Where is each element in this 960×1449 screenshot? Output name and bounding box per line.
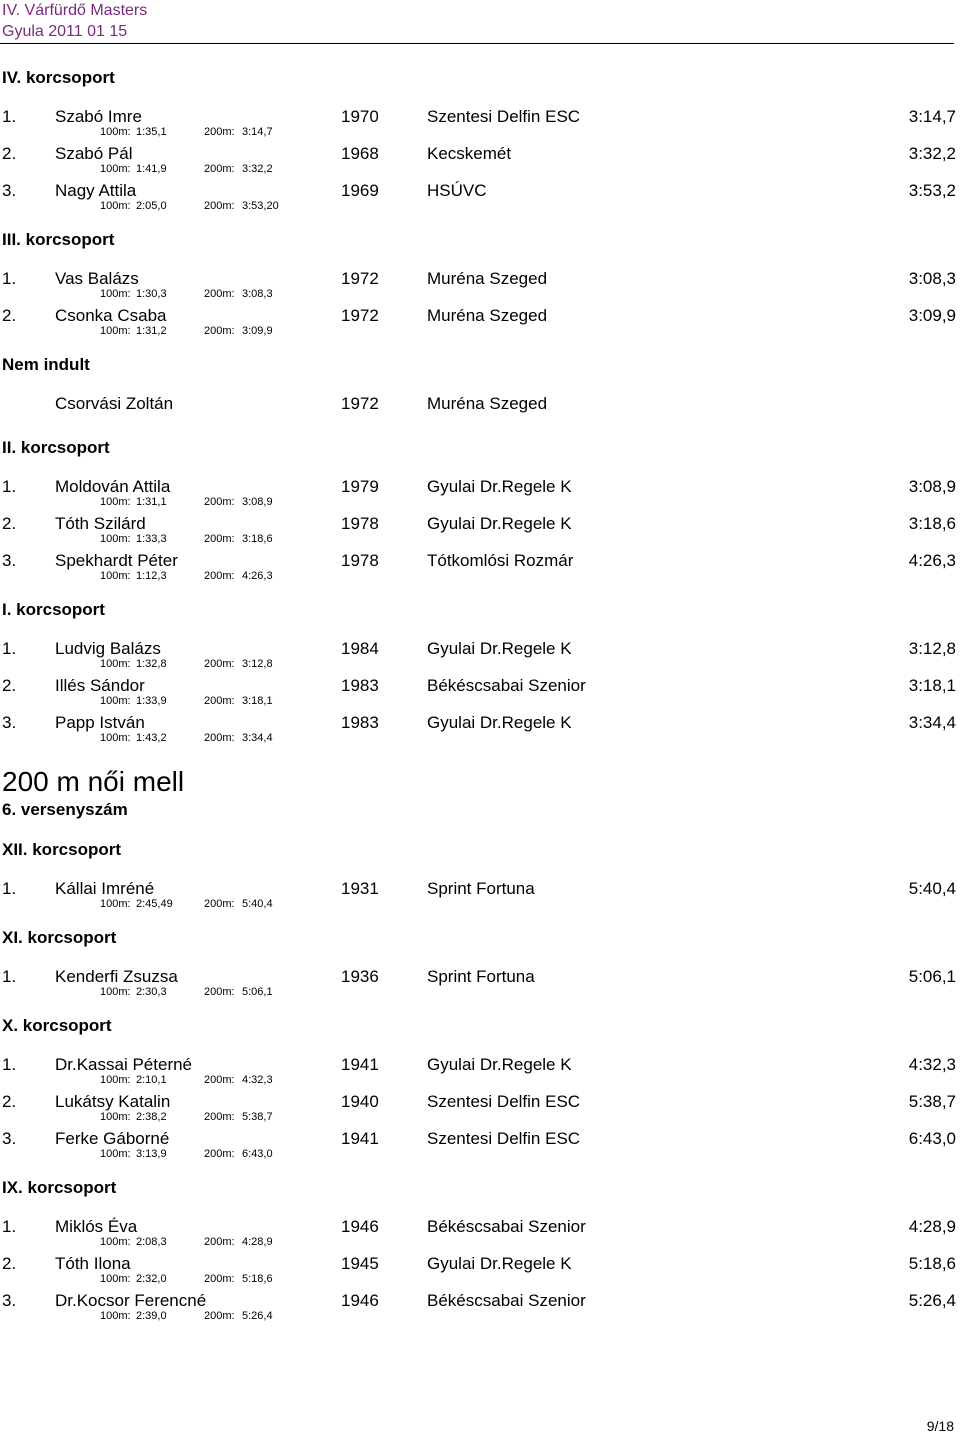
club-name: Békéscsabai Szenior xyxy=(427,676,586,695)
club-name: Békéscsabai Szenior xyxy=(427,1291,586,1310)
age-group xyxy=(0,1176,960,1338)
result-main-line xyxy=(0,878,960,899)
group-spacer xyxy=(0,1003,960,1014)
result-place: 2. xyxy=(2,1092,17,1111)
split-label-100: 100m: xyxy=(100,496,131,508)
result-place: 1. xyxy=(2,107,17,126)
result-place: 2. xyxy=(2,514,17,533)
split-label-200: 200m: xyxy=(204,1310,235,1322)
age-group xyxy=(0,66,960,228)
split-200m: 3:32,2 xyxy=(242,163,273,175)
final-time: 3:08,3 xyxy=(908,269,956,288)
result-main-line xyxy=(0,966,960,987)
result-place: 1. xyxy=(2,967,17,986)
split-times xyxy=(100,1272,273,1286)
split-label-200: 200m: xyxy=(204,986,235,998)
split-label-100: 100m: xyxy=(100,126,131,138)
split-100m: 2:05,0 xyxy=(136,200,167,212)
club-name: Sprint Fortuna xyxy=(427,879,535,898)
swimmer-name: Dr.Kocsor Ferencné xyxy=(55,1291,207,1310)
swimmer-name: Vas Balázs xyxy=(55,269,139,288)
split-label-100: 100m: xyxy=(100,695,131,707)
age-group xyxy=(0,926,960,1014)
birth-year: 1931 xyxy=(341,879,379,898)
result-main-line xyxy=(0,305,960,326)
split-label-100: 100m: xyxy=(100,732,131,744)
swimmer-name: Papp István xyxy=(55,713,145,732)
result-place: 1. xyxy=(2,269,17,288)
swimmer-name: Szabó Pál xyxy=(55,144,133,163)
final-time: 4:26,3 xyxy=(908,551,956,570)
split-label-200: 200m: xyxy=(204,325,235,337)
split-200m: 3:12,8 xyxy=(242,658,273,670)
age-group xyxy=(0,838,960,926)
final-time: 3:12,8 xyxy=(908,639,956,658)
final-time: 3:18,1 xyxy=(908,676,956,695)
birth-year: 1946 xyxy=(341,1291,379,1310)
final-time: 5:40,4 xyxy=(908,879,956,898)
birth-year: 1983 xyxy=(341,713,379,732)
result-row xyxy=(0,393,960,425)
swimmer-name: Lukátsy Katalin xyxy=(55,1092,171,1111)
result-place: 1. xyxy=(2,879,17,898)
split-label-100: 100m: xyxy=(100,986,131,998)
split-200m: 3:08,3 xyxy=(242,288,273,300)
group-title: II. korcsoport xyxy=(2,438,110,457)
split-label-100: 100m: xyxy=(100,325,131,337)
club-name: Szentesi Delfin ESC xyxy=(427,1129,581,1148)
final-time: 3:53,2 xyxy=(908,181,956,200)
result-place: 1. xyxy=(2,1217,17,1236)
swimmer-name: Miklós Éva xyxy=(55,1217,138,1236)
result-place: 2. xyxy=(2,306,17,325)
split-100m: 2:10,1 xyxy=(136,1074,167,1086)
final-time: 3:34,4 xyxy=(908,713,956,732)
split-label-200: 200m: xyxy=(204,898,235,910)
split-times xyxy=(100,1235,273,1249)
split-times xyxy=(100,569,273,583)
group-title: XI. korcsoport xyxy=(2,928,117,947)
split-times xyxy=(100,985,273,999)
result-place: 3. xyxy=(2,181,17,200)
split-100m: 1:35,1 xyxy=(136,126,167,138)
split-times xyxy=(100,1309,273,1323)
header-title: IV. Várfürdő Masters xyxy=(2,2,148,19)
club-name: Tótkomlósi Rozmár xyxy=(427,551,574,570)
result-place: 1. xyxy=(2,1055,17,1074)
split-200m: 5:26,4 xyxy=(242,1310,273,1322)
swimmer-name: Tóth Ilona xyxy=(55,1254,131,1273)
final-time: 4:32,3 xyxy=(908,1055,956,1074)
result-main-line xyxy=(0,513,960,534)
split-200m: 5:40,4 xyxy=(242,898,273,910)
split-100m: 2:32,0 xyxy=(136,1273,167,1285)
split-100m: 1:33,9 xyxy=(136,695,167,707)
split-label-100: 100m: xyxy=(100,163,131,175)
birth-year: 1946 xyxy=(341,1217,379,1236)
birth-year: 1978 xyxy=(341,551,379,570)
split-100m: 1:31,2 xyxy=(136,325,167,337)
split-label-100: 100m: xyxy=(100,570,131,582)
split-100m: 2:30,3 xyxy=(136,986,167,998)
split-200m: 3:14,7 xyxy=(242,126,273,138)
split-200m: 3:18,6 xyxy=(242,533,273,545)
split-label-100: 100m: xyxy=(100,898,131,910)
group-spacer xyxy=(0,1165,960,1176)
result-main-line xyxy=(0,638,960,659)
birth-year: 1972 xyxy=(341,269,379,288)
result-row xyxy=(0,476,960,513)
split-label-100: 100m: xyxy=(100,1310,131,1322)
split-100m: 2:38,2 xyxy=(136,1111,167,1123)
split-label-200: 200m: xyxy=(204,1236,235,1248)
split-times xyxy=(100,287,273,301)
result-place: 3. xyxy=(2,551,17,570)
split-100m: 1:31,1 xyxy=(136,496,167,508)
group-title: X. korcsoport xyxy=(2,1016,112,1035)
page-header xyxy=(0,0,960,42)
result-main-line xyxy=(0,1091,960,1112)
club-name: Muréna Szeged xyxy=(427,306,548,325)
result-row xyxy=(0,305,960,342)
split-200m: 3:08,9 xyxy=(242,496,273,508)
birth-year: 1945 xyxy=(341,1254,379,1273)
swimmer-name: Csonka Csaba xyxy=(55,306,167,325)
club-name: Gyulai Dr.Regele K xyxy=(427,639,572,658)
split-label-100: 100m: xyxy=(100,1273,131,1285)
group-spacer xyxy=(0,217,960,228)
split-label-200: 200m: xyxy=(204,570,235,582)
result-place: 2. xyxy=(2,1254,17,1273)
birth-year: 1968 xyxy=(341,144,379,163)
club-name: HSÚVC xyxy=(427,181,487,200)
result-row xyxy=(0,1253,960,1290)
final-time: 4:28,9 xyxy=(908,1217,956,1236)
split-200m: 3:53,20 xyxy=(242,200,279,212)
result-row xyxy=(0,1091,960,1128)
birth-year: 1936 xyxy=(341,967,379,986)
split-label-200: 200m: xyxy=(204,658,235,670)
split-label-200: 200m: xyxy=(204,1148,235,1160)
result-place: 1. xyxy=(2,639,17,658)
split-200m: 3:09,9 xyxy=(242,325,273,337)
final-time: 3:08,9 xyxy=(908,477,956,496)
birth-year: 1969 xyxy=(341,181,379,200)
final-time: 3:32,2 xyxy=(908,144,956,163)
swimmer-name: Dr.Kassai Péterné xyxy=(55,1055,193,1074)
result-row xyxy=(0,1054,960,1091)
results-content xyxy=(0,66,960,1338)
final-time: 3:18,6 xyxy=(908,514,956,533)
split-label-200: 200m: xyxy=(204,163,235,175)
split-100m: 1:30,3 xyxy=(136,288,167,300)
split-label-200: 200m: xyxy=(204,695,235,707)
group-spacer xyxy=(0,342,960,353)
final-time: 3:09,9 xyxy=(908,306,956,325)
birth-year: 1970 xyxy=(341,107,379,126)
split-200m: 4:28,9 xyxy=(242,1236,273,1248)
swimmer-name: Csorvási Zoltán xyxy=(55,394,174,413)
split-times xyxy=(100,694,273,708)
club-name: Muréna Szeged xyxy=(427,269,548,288)
result-main-line xyxy=(0,393,960,414)
result-place: 1. xyxy=(2,477,17,496)
group-title: XII. korcsoport xyxy=(2,840,122,859)
split-times xyxy=(100,897,273,911)
split-200m: 3:18,1 xyxy=(242,695,273,707)
final-time: 5:26,4 xyxy=(908,1291,956,1310)
result-row xyxy=(0,180,960,217)
age-group xyxy=(0,598,960,760)
split-100m: 1:33,3 xyxy=(136,533,167,545)
final-time: 3:14,7 xyxy=(908,107,956,126)
result-main-line xyxy=(0,1054,960,1075)
result-place: 2. xyxy=(2,144,17,163)
event-number: 6. versenyszám xyxy=(2,800,128,819)
split-label-100: 100m: xyxy=(100,533,131,545)
result-main-line xyxy=(0,476,960,497)
swimmer-name: Kenderfi Zsuzsa xyxy=(55,967,178,986)
split-100m: 2:45,49 xyxy=(136,898,173,910)
result-place: 3. xyxy=(2,1291,17,1310)
result-main-line xyxy=(0,1253,960,1274)
split-times xyxy=(100,1110,273,1124)
swimmer-name: Kállai Imréné xyxy=(55,879,155,898)
age-group xyxy=(0,436,960,598)
split-times xyxy=(100,532,273,546)
birth-year: 1941 xyxy=(341,1129,379,1148)
final-time: 5:38,7 xyxy=(908,1092,956,1111)
group-spacer xyxy=(0,749,960,760)
result-main-line xyxy=(0,1216,960,1237)
result-main-line xyxy=(0,268,960,289)
split-label-200: 200m: xyxy=(204,1111,235,1123)
group-spacer xyxy=(0,1327,960,1338)
split-100m: 3:13,9 xyxy=(136,1148,167,1160)
club-name: Sprint Fortuna xyxy=(427,967,535,986)
age-group xyxy=(0,228,960,353)
result-row xyxy=(0,513,960,550)
split-200m: 5:18,6 xyxy=(242,1273,273,1285)
group-spacer xyxy=(0,587,960,598)
split-100m: 1:32,8 xyxy=(136,658,167,670)
result-main-line xyxy=(0,106,960,127)
result-row xyxy=(0,143,960,180)
club-name: Gyulai Dr.Regele K xyxy=(427,1055,572,1074)
swimmer-name: Ferke Gáborné xyxy=(55,1129,170,1148)
header-date: Gyula 2011 01 15 xyxy=(2,23,128,40)
club-name: Muréna Szeged xyxy=(427,394,548,413)
swimmer-name: Nagy Attila xyxy=(55,181,137,200)
swimmer-name: Illés Sándor xyxy=(55,676,145,695)
event-heading xyxy=(0,766,960,822)
split-200m: 6:43,0 xyxy=(242,1148,273,1160)
club-name: Gyulai Dr.Regele K xyxy=(427,713,572,732)
final-time: 6:43,0 xyxy=(908,1129,956,1148)
result-row xyxy=(0,878,960,915)
result-row xyxy=(0,1128,960,1165)
split-times xyxy=(100,125,273,139)
result-main-line xyxy=(0,675,960,696)
final-time: 5:06,1 xyxy=(908,967,956,986)
result-row xyxy=(0,638,960,675)
result-row xyxy=(0,550,960,587)
split-100m: 1:43,2 xyxy=(136,732,167,744)
swimmer-name: Moldován Attila xyxy=(55,477,171,496)
split-label-200: 200m: xyxy=(204,1273,235,1285)
club-name: Békéscsabai Szenior xyxy=(427,1217,586,1236)
group-title: IV. korcsoport xyxy=(2,68,115,87)
split-200m: 3:34,4 xyxy=(242,732,273,744)
split-100m: 1:41,9 xyxy=(136,163,167,175)
result-row xyxy=(0,1290,960,1327)
split-100m: 2:08,3 xyxy=(136,1236,167,1248)
club-name: Gyulai Dr.Regele K xyxy=(427,477,572,496)
result-row xyxy=(0,1216,960,1253)
split-label-200: 200m: xyxy=(204,496,235,508)
club-name: Kecskemét xyxy=(427,144,512,163)
split-label-200: 200m: xyxy=(204,126,235,138)
split-times xyxy=(100,731,273,745)
group-title: III. korcsoport xyxy=(2,230,115,249)
birth-year: 1972 xyxy=(341,306,379,325)
result-place: 3. xyxy=(2,1129,17,1148)
age-group xyxy=(0,353,960,436)
result-row xyxy=(0,712,960,749)
result-row xyxy=(0,106,960,143)
group-title: IX. korcsoport xyxy=(2,1178,117,1197)
result-main-line xyxy=(0,712,960,733)
split-label-200: 200m: xyxy=(204,732,235,744)
split-200m: 4:26,3 xyxy=(242,570,273,582)
birth-year: 1941 xyxy=(341,1055,379,1074)
swimmer-name: Tóth Szilárd xyxy=(55,514,146,533)
result-main-line xyxy=(0,143,960,164)
split-label-200: 200m: xyxy=(204,288,235,300)
result-row xyxy=(0,268,960,305)
split-times xyxy=(100,1147,273,1161)
final-time: 5:18,6 xyxy=(908,1254,956,1273)
split-100m: 2:39,0 xyxy=(136,1310,167,1322)
club-name: Gyulai Dr.Regele K xyxy=(427,1254,572,1273)
split-label-200: 200m: xyxy=(204,200,235,212)
club-name: Gyulai Dr.Regele K xyxy=(427,514,572,533)
split-100m: 1:12,3 xyxy=(136,570,167,582)
birth-year: 1984 xyxy=(341,639,379,658)
birth-year: 1972 xyxy=(341,394,379,413)
birth-year: 1978 xyxy=(341,514,379,533)
split-label-200: 200m: xyxy=(204,533,235,545)
split-times xyxy=(100,324,273,338)
split-label-100: 100m: xyxy=(100,658,131,670)
swimmer-name: Spekhardt Péter xyxy=(55,551,178,570)
result-main-line xyxy=(0,550,960,571)
split-label-100: 100m: xyxy=(100,200,131,212)
split-label-100: 100m: xyxy=(100,288,131,300)
split-label-100: 100m: xyxy=(100,1236,131,1248)
split-label-100: 100m: xyxy=(100,1111,131,1123)
result-place: 3. xyxy=(2,713,17,732)
split-times xyxy=(100,495,273,509)
result-main-line xyxy=(0,1128,960,1149)
swimmer-name: Szabó Imre xyxy=(55,107,142,126)
split-200m: 4:32,3 xyxy=(242,1074,273,1086)
result-row xyxy=(0,966,960,1003)
swimmer-name: Ludvig Balázs xyxy=(55,639,161,658)
split-label-100: 100m: xyxy=(100,1148,131,1160)
split-label-100: 100m: xyxy=(100,1074,131,1086)
split-times xyxy=(100,162,273,176)
club-name: Szentesi Delfin ESC xyxy=(427,1092,581,1111)
split-label-200: 200m: xyxy=(204,1074,235,1086)
birth-year: 1979 xyxy=(341,477,379,496)
split-times xyxy=(100,657,273,671)
split-times xyxy=(100,199,279,213)
result-main-line xyxy=(0,180,960,201)
age-group xyxy=(0,1014,960,1176)
split-200m: 5:06,1 xyxy=(242,986,273,998)
group-title: I. korcsoport xyxy=(2,600,105,619)
result-row xyxy=(0,675,960,712)
group-title: Nem indult xyxy=(2,355,90,374)
group-spacer xyxy=(0,425,960,436)
club-name: Szentesi Delfin ESC xyxy=(427,107,581,126)
page-number: 9/18 xyxy=(926,1418,954,1434)
birth-year: 1983 xyxy=(341,676,379,695)
group-spacer xyxy=(0,915,960,926)
result-place: 2. xyxy=(2,676,17,695)
split-times xyxy=(100,1073,273,1087)
event-title: 200 m női mell xyxy=(2,766,185,797)
split-200m: 5:38,7 xyxy=(242,1111,273,1123)
header-divider xyxy=(0,43,954,44)
result-main-line xyxy=(0,1290,960,1311)
birth-year: 1940 xyxy=(341,1092,379,1111)
